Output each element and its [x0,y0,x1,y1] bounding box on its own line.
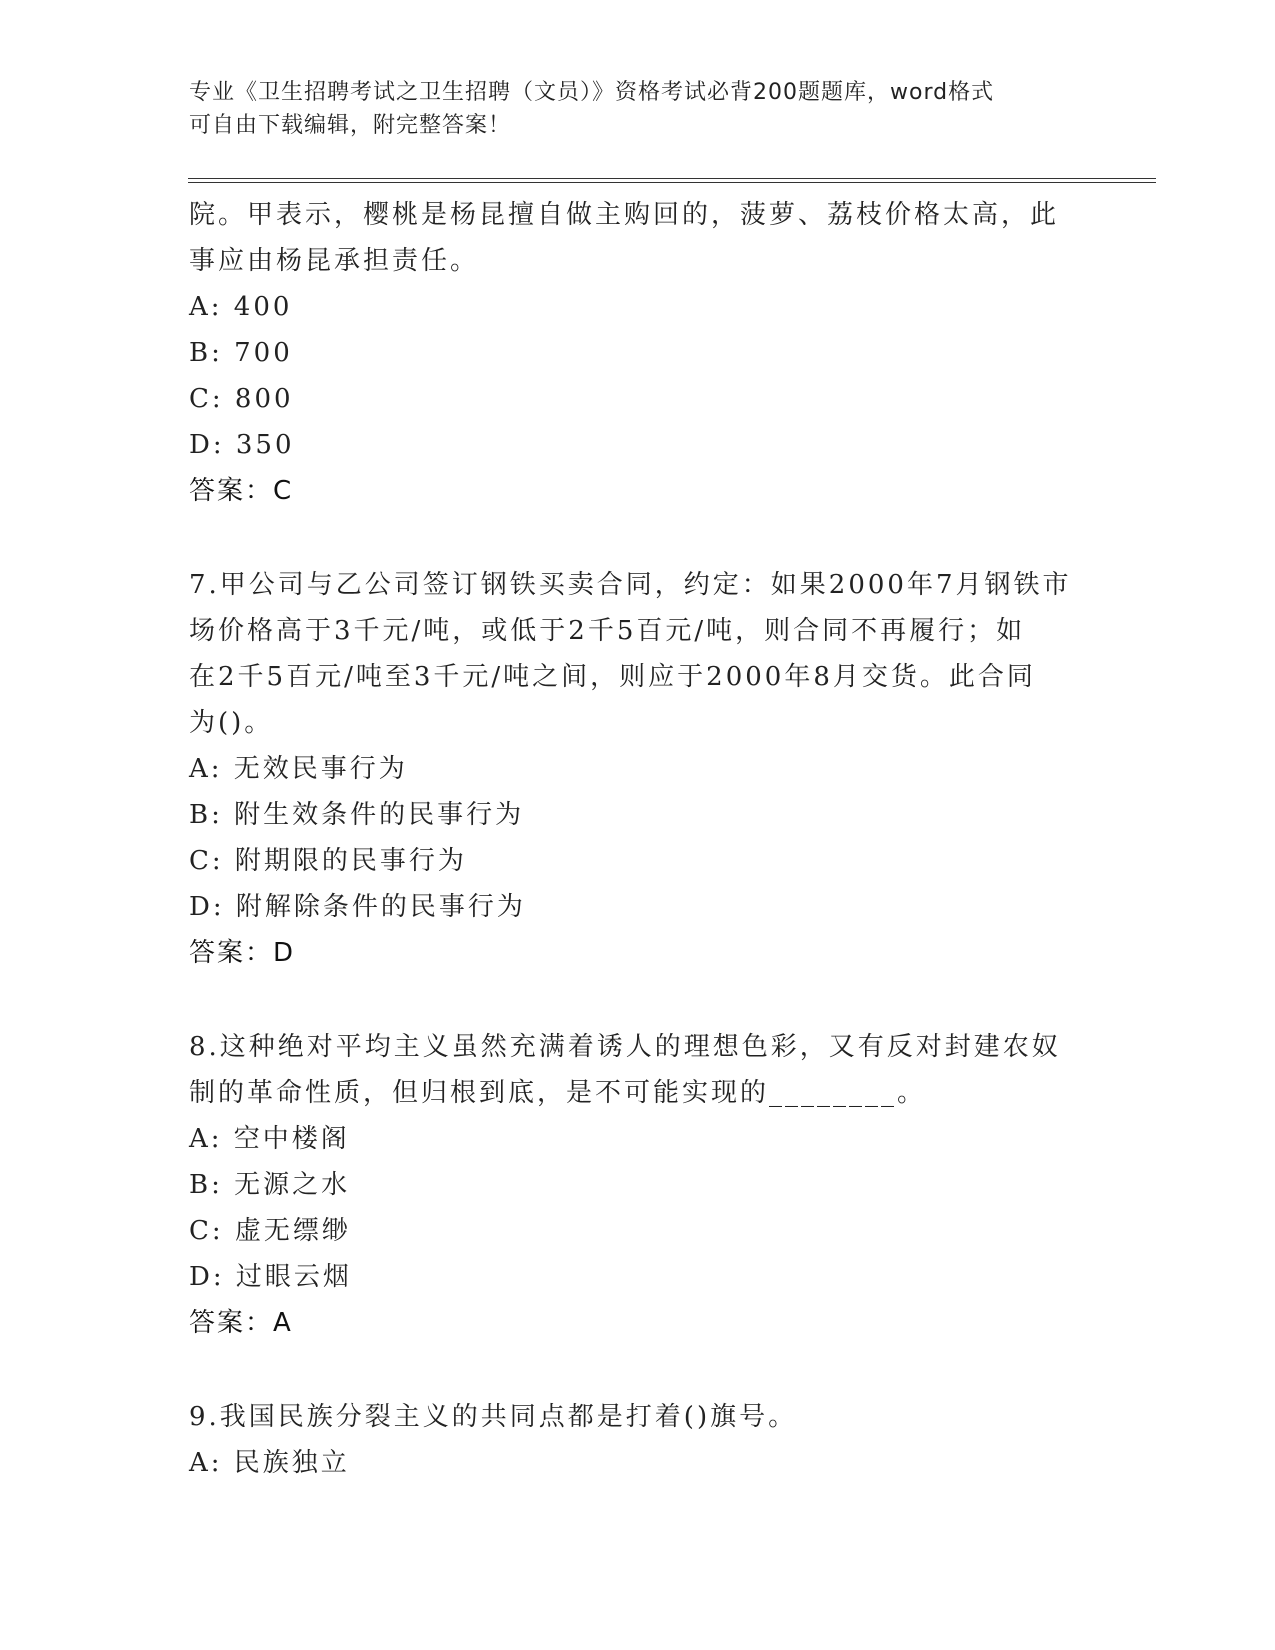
question-list [189,192,1089,1486]
question-stem-line: 院。甲表示，樱桃是杨昆擅自做主购回的，菠萝、荔枝价格太高，此 [189,200,1060,230]
header-divider [188,178,1156,183]
answer-label: 答案：D [189,938,296,968]
option-d: D: 附解除条件的民事行为 [189,892,526,922]
question-stem-line: 8.这种绝对平均主义虽然充满着诱人的理想色彩，又有反对封建农奴 [189,1032,1061,1062]
option-d: D: 350 [189,430,295,460]
question-stem-line: 场价格高于3千元/吨，或低于2千5百元/吨，则合同不再履行；如 [189,616,1026,646]
header-title-line-2: 可自由下载编辑，附完整答案！ [189,113,512,138]
question-8 [189,1024,1089,1346]
answer-label: 答案：A [189,1308,293,1338]
option-b: B: 700 [189,338,293,368]
question-stem-line: 事应由杨昆承担责任。 [189,246,480,276]
option-a: A: 民族独立 [189,1448,350,1478]
option-a: A: 空中楼阁 [189,1124,350,1154]
option-a: A: 无效民事行为 [189,754,408,784]
document-header [189,76,1069,142]
question-stem-line: 在2千5百元/吨至3千元/吨之间，则应于2000年8月交货。此合同 [189,662,1036,692]
question-stem-line: 7.甲公司与乙公司签订钢铁买卖合同，约定：如果2000年7月钢铁市 [189,570,1072,600]
question-stem-line: 制的革命性质，但归根到底，是不可能实现的________。 [189,1078,927,1108]
header-title-line-1: 专业《卫生招聘考试之卫生招聘（文员）》资格考试必背200题题库，word格式 [189,80,995,105]
option-c: C: 虚无缥缈 [189,1216,351,1246]
question-stem-line: 9.我国民族分裂主义的共同点都是打着()旗号。 [189,1402,798,1432]
option-a: A: 400 [189,292,293,322]
question-7 [189,562,1089,976]
option-d: D: 过眼云烟 [189,1262,352,1292]
option-b: B: 无源之水 [189,1170,351,1200]
option-c: C: 800 [189,384,294,414]
question-9 [189,1394,1089,1486]
question-6 [189,192,1089,514]
answer-label: 答案：C [189,476,294,506]
option-c: C: 附期限的民事行为 [189,846,467,876]
option-b: B: 附生效条件的民事行为 [189,800,525,830]
question-stem-line: 为()。 [189,708,274,738]
